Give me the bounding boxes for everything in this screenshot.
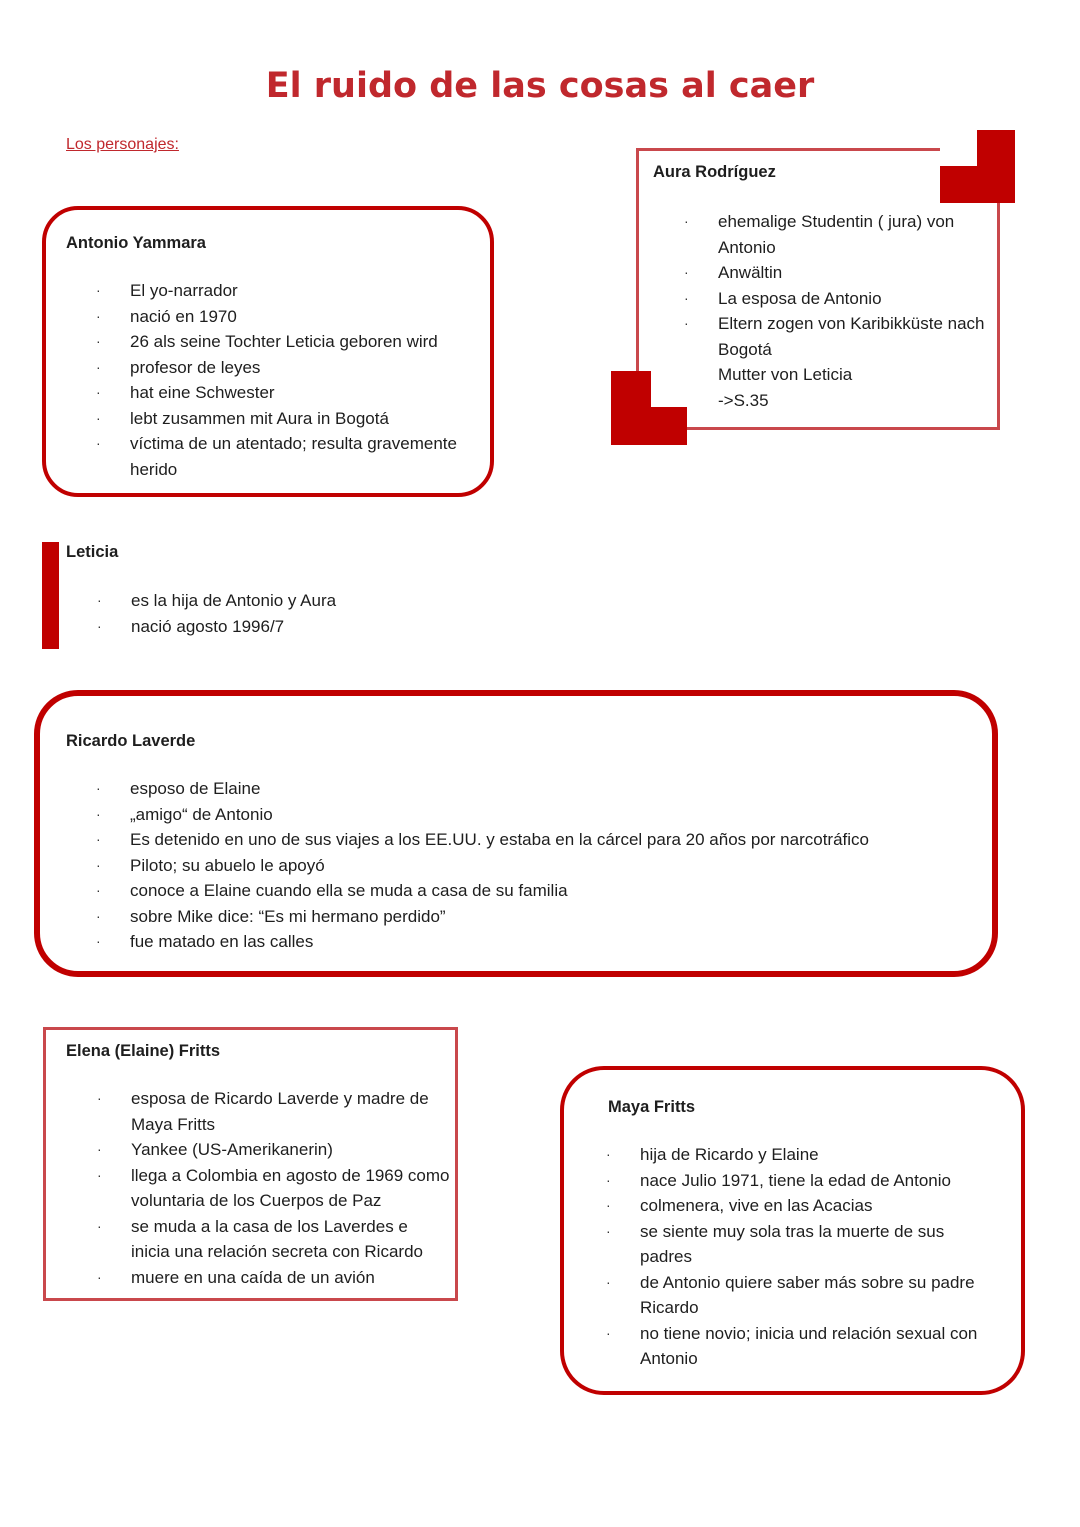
- character-traits: [718, 209, 988, 413]
- list-item: · Eltern zogen von Karibikküste nach Bogotá: [718, 311, 988, 362]
- list-item: · Anwältin: [718, 260, 988, 286]
- list-item: · lebt zusammen mit Aura in Bogotá: [130, 406, 490, 432]
- list-item: · es la hija de Antonio y Aura: [131, 588, 451, 614]
- accent-bar: [42, 542, 59, 649]
- list-item: · ehemalige Studentin ( jura) von Antonio: [718, 209, 988, 260]
- list-item: · fue matado en las calles: [130, 929, 970, 955]
- character-traits: [130, 776, 970, 955]
- list-item: · se muda a la casa de los Laverdes e inicia una relación secreta con Ricardo: [131, 1214, 451, 1265]
- decorative-corner-cutout: [940, 130, 977, 166]
- list-item: · colmenera, vive en las Acacias: [640, 1193, 990, 1219]
- character-card-elena: [43, 1027, 458, 1301]
- character-card-leticia: [59, 538, 459, 648]
- list-item: · nació en 1970: [130, 304, 490, 330]
- list-item: · nace Julio 1971, tiene la edad de Antonio: [640, 1168, 990, 1194]
- section-subtitle: Los personajes:: [66, 136, 179, 153]
- list-item: · esposo de Elaine: [130, 776, 970, 802]
- character-traits: [640, 1142, 990, 1372]
- list-item: · „amigo“ de Antonio: [130, 802, 970, 828]
- character-card-ricardo: [34, 690, 998, 977]
- list-item: · se siente muy sola tras la muerte de sus padres: [640, 1219, 990, 1270]
- character-name: Ricardo Laverde: [66, 732, 196, 750]
- character-name: Aura Rodríguez: [653, 163, 776, 181]
- list-item: · Yankee (US-Amerikanerin): [131, 1137, 451, 1163]
- list-item: · Es detenido en uno de sus viajes a los EE.UU. y estaba en la cárcel para 20 años por narcotráfico: [130, 827, 970, 853]
- list-item: · no tiene novio; inicia und relación sexual con Antonio: [640, 1321, 990, 1372]
- character-traits: [131, 588, 451, 639]
- character-name: Leticia: [66, 543, 119, 561]
- list-item: · La esposa de Antonio: [718, 286, 988, 312]
- list-item: · muere en una caída de un avión: [131, 1265, 451, 1291]
- decorative-corner-cutout: [651, 371, 687, 407]
- character-card-antonio: [42, 206, 494, 497]
- character-card-maya: [560, 1066, 1025, 1395]
- list-item: · 26 als seine Tochter Leticia geboren wird: [130, 329, 490, 355]
- page-title: El ruido de las cosas al caer: [265, 66, 815, 106]
- list-item: · Mutter von Leticia: [718, 362, 988, 388]
- list-item: · El yo-narrador: [130, 278, 490, 304]
- character-traits: [131, 1086, 451, 1290]
- list-item: · ->S.35: [718, 388, 988, 414]
- character-name: Antonio Yammara: [66, 234, 206, 252]
- list-item: · profesor de leyes: [130, 355, 490, 381]
- character-traits: [130, 278, 490, 482]
- list-item: · víctima de un atentado; resulta gravemente herido: [130, 431, 490, 482]
- list-item: · Piloto; su abuelo le apoyó: [130, 853, 970, 879]
- list-item: · esposa de Ricardo Laverde y madre de Maya Fritts: [131, 1086, 451, 1137]
- list-item: · hat eine Schwester: [130, 380, 490, 406]
- character-name: Elena (Elaine) Fritts: [66, 1042, 221, 1060]
- list-item: · hija de Ricardo y Elaine: [640, 1142, 990, 1168]
- list-item: · conoce a Elaine cuando ella se muda a casa de su familia: [130, 878, 970, 904]
- list-item: · nació agosto 1996/7: [131, 614, 451, 640]
- list-item: · sobre Mike dice: “Es mi hermano perdido”: [130, 904, 970, 930]
- list-item: · de Antonio quiere saber más sobre su padre Ricardo: [640, 1270, 990, 1321]
- character-name: Maya Fritts: [608, 1098, 696, 1116]
- list-item: · llega a Colombia en agosto de 1969 como voluntaria de los Cuerpos de Paz: [131, 1163, 451, 1214]
